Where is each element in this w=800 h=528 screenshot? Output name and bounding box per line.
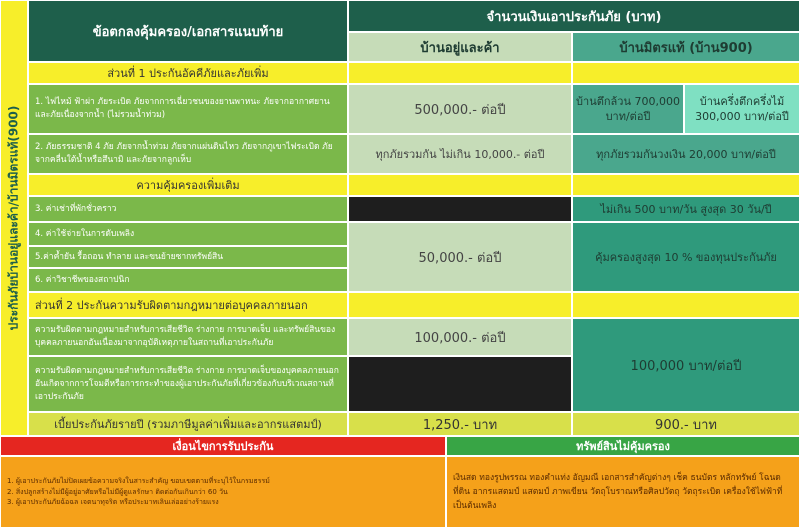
extra-title: ความคุ้มครองเพิ่มเติม [28,174,348,196]
row1-plan-b-brick: บ้านตึกล้วน 700,000 บาท/ต่อปี [572,84,684,134]
conditions-title: เงื่อนไขการรับประกัน [0,436,446,456]
header-amount: จำนวนเงินเอาประกันภัย (บาท) [348,0,800,32]
row2-plan-a: ทุกภัยรวมกัน ไม่เกิน 10,000.- ต่อปี [348,134,572,174]
premium-plan-a: 1,250.- บาท [348,412,572,436]
rows456-plan-a: 50,000.- ต่อปี [348,222,572,292]
row1-plan-b-half: บ้านครึ่งตึกครึ่งไม้ 300,000 บาท/ต่อปี [684,84,800,134]
condition-item: 2. สิ่งปลูกสร้างไม่มีผู้อยู่อาศัยหรือไม่มีผู้ดูแลรักษา ติดต่อกันเกินกว่า 60 วัน [7,487,228,496]
extra-fill-a [348,174,572,196]
row2-label: 2. ภัยธรรมชาติ 4 ภัย ภัยจากน้ำท่วม ภัยจากแผ่นดินไหว ภัยจากภูเขาไฟระเบิด ภัยจากคลื่นใต้น้ำหรือสึนามิ และภัยจากลูกเห็บ [28,134,348,174]
liability2-plan-a-na [348,356,572,412]
premium-plan-b: 900.- บาท [572,412,800,436]
section1-title: ส่วนที่ 1 ประกันอัคคีภัยและภัยเพิ่ม [28,62,348,84]
section1-fill-b [572,62,800,84]
condition-item: 1. ผู้เอาประกันภัยไม่ปิดเผยข้อความจริงในสาระสำคัญ ขอบเขตตามที่ระบุไว้ในกรมธรรม์ [7,477,270,486]
row1-label: 1. ไฟไหม้ ฟ้าผ่า ภัยระเบิด ภัยจากการเฉี่ยวชนของยานพาหนะ ภัยจากอากาศยาน และภัยเนื่องจากน้ำ (ไม่รวมน้ำท่วม) [28,84,348,134]
header-plan-a: บ้านอยู่และค้า [348,32,572,62]
section2-fill-a [348,292,572,318]
row1-plan-a: 500,000.- ต่อปี [348,84,572,134]
header-terms: ข้อตกลงคุ้มครอง/เอกสารแนบท้าย [28,0,348,62]
section2-fill-b [572,292,800,318]
excluded-title: ทรัพย์สินไม่คุ้มครอง [446,436,800,456]
header-plan-b: บ้านมิตรแท้ (บ้าน900) [572,32,800,62]
premium-label: เบี้ยประกันภัยรายปี (รวมภาษีมูลค่าเพิ่มและอากรแสตมป์) [28,412,348,436]
row4-label: 4. ค่าใช้จ่ายในการดับเพลิง [28,222,348,246]
row3-label: 3. ค่าเช่าที่พักชั่วคราว [28,196,348,222]
excluded-list: เงินสด ทองรูปพรรณ ทองคำแท่ง อัญมณี เอกสารสำคัญต่างๆ เช็ค ธนบัตร หลักทรัพย์ โฉนดที่ดิน อากรแสตมป์ แสตมป์ ภาพเขียน วัตถุโบราณหรือศิลปวัตถุ วัตถุระเบิด เครื่องใช้ไฟฟ้าที่เป็นต้นเพลิง [446,456,800,528]
liability1-label: ความรับผิดตามกฎหมายสำหรับการเสียชีวิต ร่างกาย การบาดเจ็บ และทรัพย์สินของบุคคลภายนอกอันเนื่องมาจากอุบัติเหตุภายในสถานที่เอาประกันภัย [28,318,348,356]
liability2-label: ความรับผิดตามกฎหมายสำหรับการเสียชีวิต ร่างกาย การบาดเจ็บของบุคคลภายนอก อันเกิดจากการโจมตีหรือการกระทำของผู้เอาประกันภัยที่เกี่ยวข้องกับบริเวณสถานที่เอาประกันภัย [28,356,348,412]
row6-label: 6. ค่าวิชาชีพของสถาปนิก [28,268,348,292]
condition-item: 3. ผู้เอาประกันภัยฉ้อฉล เจตนาทุจริต หรือประมาทเลินเล่ออย่างร้ายแรง [7,498,219,507]
liability1-plan-a: 100,000.- ต่อปี [348,318,572,356]
rows456-plan-b: คุ้มครองสูงสุด 10 % ของทุนประกันภัย [572,222,800,292]
section1-fill-a [348,62,572,84]
row5-label: 5.ค่าค้ำยัน รื้อถอน ทำลาย และขนย้ายซากทรัพย์สิน [28,246,348,268]
section2-title: ส่วนที่ 2 ประกันความรับผิดตามกฎหมายต่อบุคคลภายนอก [28,292,348,318]
extra-fill-b [572,174,800,196]
row2-plan-b: ทุกภัยรวมกันวงเงิน 20,000 บาท/ต่อปี [572,134,800,174]
liability-plan-b: 100,000 บาท/ต่อปี [572,318,800,412]
row3-plan-a-na [348,196,572,222]
conditions-list [0,456,446,528]
row3-plan-b: ไม่เกิน 500 บาท/วัน สูงสุด 30 วัน/ปี [572,196,800,222]
side-label: ประกันภัยบ้านอยู่และค้า/บ้านมิตรแท้(900) [0,0,28,436]
